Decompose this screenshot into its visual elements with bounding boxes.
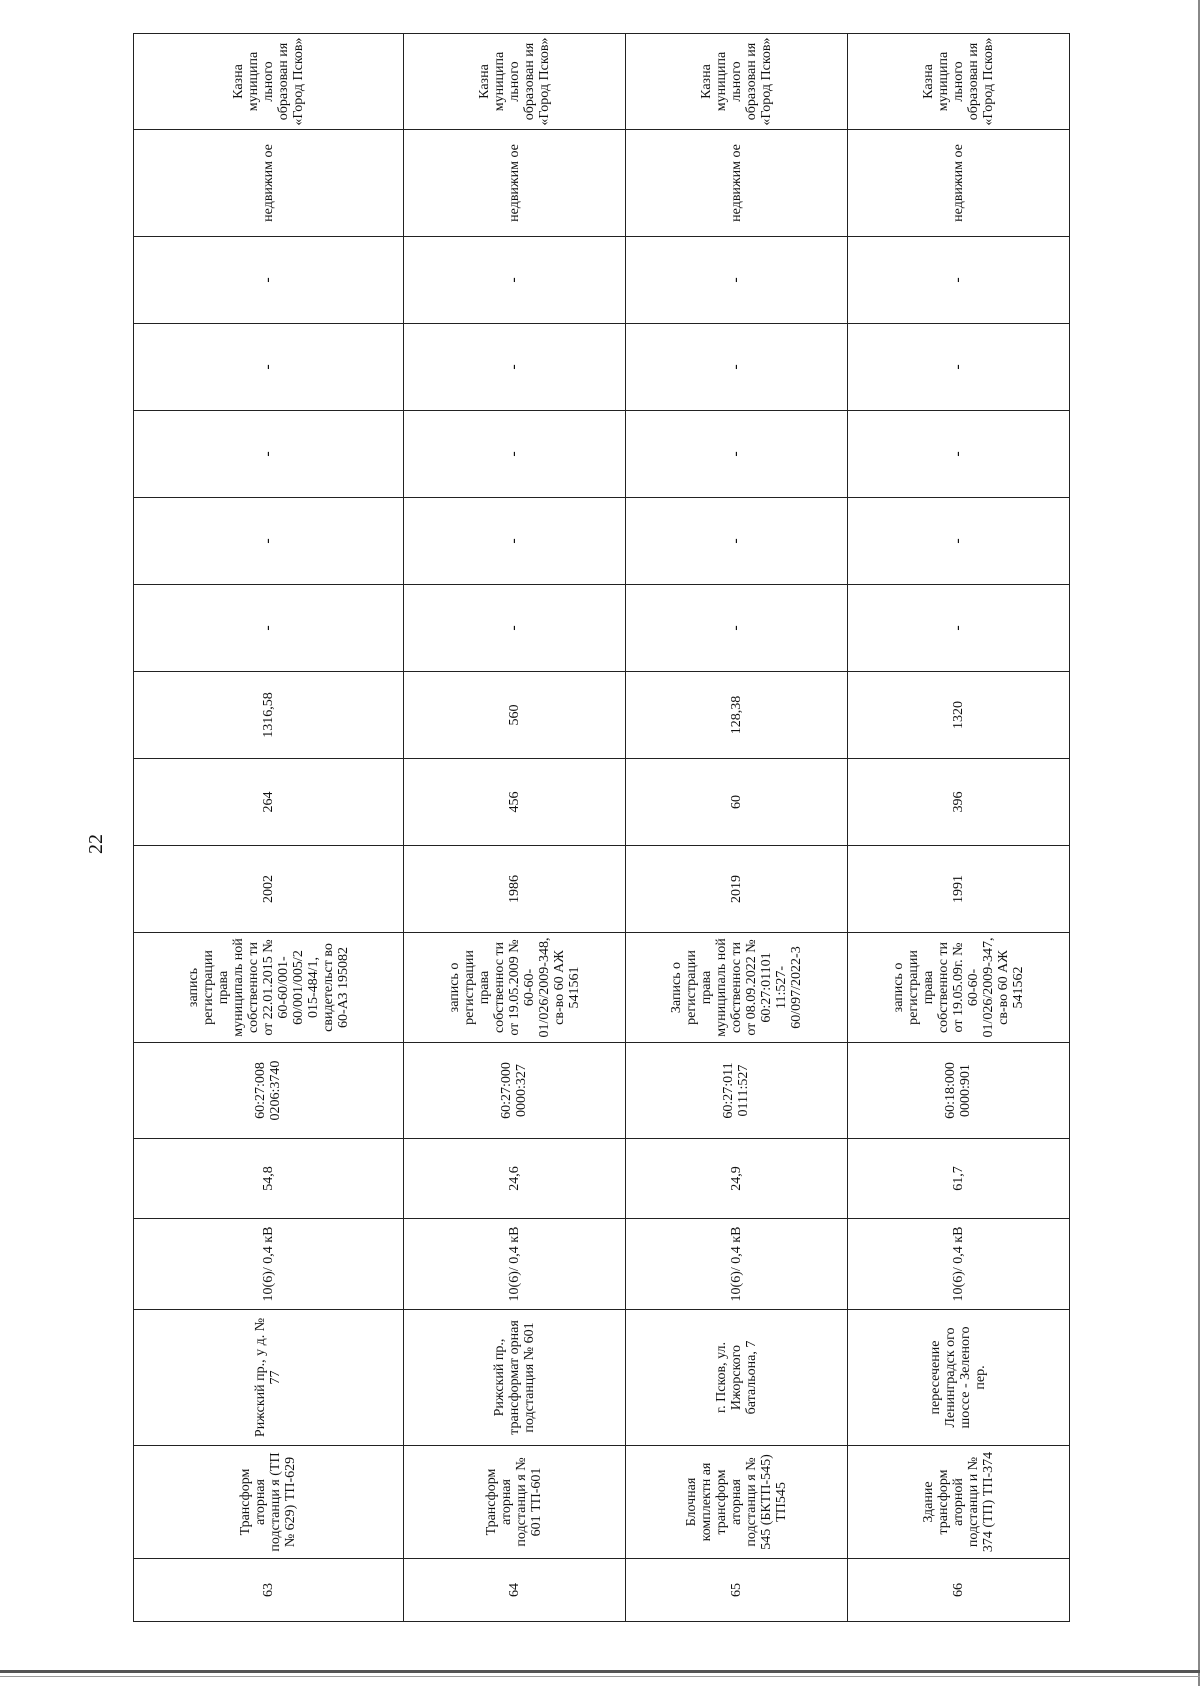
commission-year: 1986 (403, 846, 625, 933)
page-number: 22 (85, 834, 107, 854)
empty-cell: - (403, 237, 625, 324)
object-address: Рижский пр., трансформат орная подстанция № 601 (403, 1310, 625, 1446)
commission-year: 2002 (134, 846, 404, 933)
empty-cell: - (625, 237, 847, 324)
empty-cell: - (134, 324, 404, 411)
table-row (403, 34, 625, 1622)
value-2: 1320 (847, 672, 1069, 759)
registration-record: Запись о регистрации права муниципаль ной собственнос ти от 08.09.2022 № 60:27:01101 11:527-60/097/2022-3 (625, 933, 847, 1043)
empty-cell: - (134, 411, 404, 498)
empty-cell: - (847, 585, 1069, 672)
row-number: 65 (625, 1559, 847, 1622)
commission-year: 2019 (625, 846, 847, 933)
value-2: 560 (403, 672, 625, 759)
empty-cell: - (134, 237, 404, 324)
value-1: 456 (403, 759, 625, 846)
empty-cell: - (847, 498, 1069, 585)
property-type: недвижим ое (403, 130, 625, 237)
table-row (625, 34, 847, 1622)
empty-cell: - (847, 411, 1069, 498)
object-address: пересечение Ленинградск ого шоссе - Зеленого пер. (847, 1310, 1069, 1446)
empty-cell: - (403, 498, 625, 585)
registration-record: запись регистрации права муниципаль ной собственнос ти от 22.01.2015 № 60-60/001-60/001/005/2 015-484/1, свидетельст во 60-АЗ 195082 (134, 933, 404, 1043)
owner: Казна муниципа льного образован ия «Город Псков» (625, 34, 847, 130)
page-edge-bottom (0, 1670, 1200, 1673)
registration-record: запись о регистрации права собственнос ти от 19.05.09г. № 60-60-01/026/2009-347, св-во 60 АЖ 541562 (847, 933, 1069, 1043)
empty-cell: - (847, 237, 1069, 324)
empty-cell: - (847, 324, 1069, 411)
object-area: 24,9 (625, 1139, 847, 1219)
value-1: 396 (847, 759, 1069, 846)
owner: Казна муниципа льного образован ия «Город Псков» (847, 34, 1069, 130)
rotated-table-wrapper (133, 37, 1070, 1622)
object-area: 54,8 (134, 1139, 404, 1219)
property-register-table (133, 33, 1070, 1622)
empty-cell: - (134, 585, 404, 672)
empty-cell: - (625, 585, 847, 672)
object-area: 61,7 (847, 1139, 1069, 1219)
commission-year: 1991 (847, 846, 1069, 933)
row-number: 63 (134, 1559, 404, 1622)
registration-record: запись о регистрации права собственнос ти от 19.05.2009 № 60-60-01/026/2009-348, св-во 60 АЖ 541561 (403, 933, 625, 1043)
empty-cell: - (625, 411, 847, 498)
object-name: Блочная комплектн ая трансформ аторная подстанци я № 545 (БКТП-545) ТП545 (625, 1446, 847, 1559)
object-voltage: 10(6)/ 0,4 кВ (625, 1219, 847, 1310)
empty-cell: - (403, 324, 625, 411)
cadastral-number: 60:27:011 0111:527 (625, 1043, 847, 1139)
object-address: Рижский пр., у д. № 77 (134, 1310, 404, 1446)
cadastral-number: 60:27:008 0206:3740 (134, 1043, 404, 1139)
object-address: г. Псков, ул. Ижорского батальона, 7 (625, 1310, 847, 1446)
value-2: 1316,58 (134, 672, 404, 759)
property-type: недвижим ое (134, 130, 404, 237)
object-area: 24,6 (403, 1139, 625, 1219)
empty-cell: - (403, 411, 625, 498)
object-voltage: 10(6)/ 0,4 кВ (847, 1219, 1069, 1310)
empty-cell: - (625, 498, 847, 585)
property-type: недвижим ое (847, 130, 1069, 237)
object-name: Трансформ аторная подстанци я № 601 ТП-601 (403, 1446, 625, 1559)
cadastral-number: 60:18:000 0000:901 (847, 1043, 1069, 1139)
object-voltage: 10(6)/ 0,4 кВ (134, 1219, 404, 1310)
page-edge-bottom-line (0, 1676, 1200, 1677)
value-2: 128,38 (625, 672, 847, 759)
owner: Казна муниципа льного образован ия «Город Псков» (403, 34, 625, 130)
owner: Казна муниципа льного образован ия «Город Псков» (134, 34, 404, 130)
value-1: 60 (625, 759, 847, 846)
object-name: Здание трансформ аторной подстанци и № 374 (ТП) ТП-374 (847, 1446, 1069, 1559)
cadastral-number: 60:27:000 0000:327 (403, 1043, 625, 1139)
row-number: 64 (403, 1559, 625, 1622)
table-row (847, 34, 1069, 1622)
table-row (134, 34, 404, 1622)
property-type: недвижим ое (625, 130, 847, 237)
value-1: 264 (134, 759, 404, 846)
object-voltage: 10(6)/ 0,4 кВ (403, 1219, 625, 1310)
row-number: 66 (847, 1559, 1069, 1622)
empty-cell: - (403, 585, 625, 672)
object-name: Трансформ аторная подстанци я (ТП № 629) ТП-629 (134, 1446, 404, 1559)
empty-cell: - (134, 498, 404, 585)
empty-cell: - (625, 324, 847, 411)
